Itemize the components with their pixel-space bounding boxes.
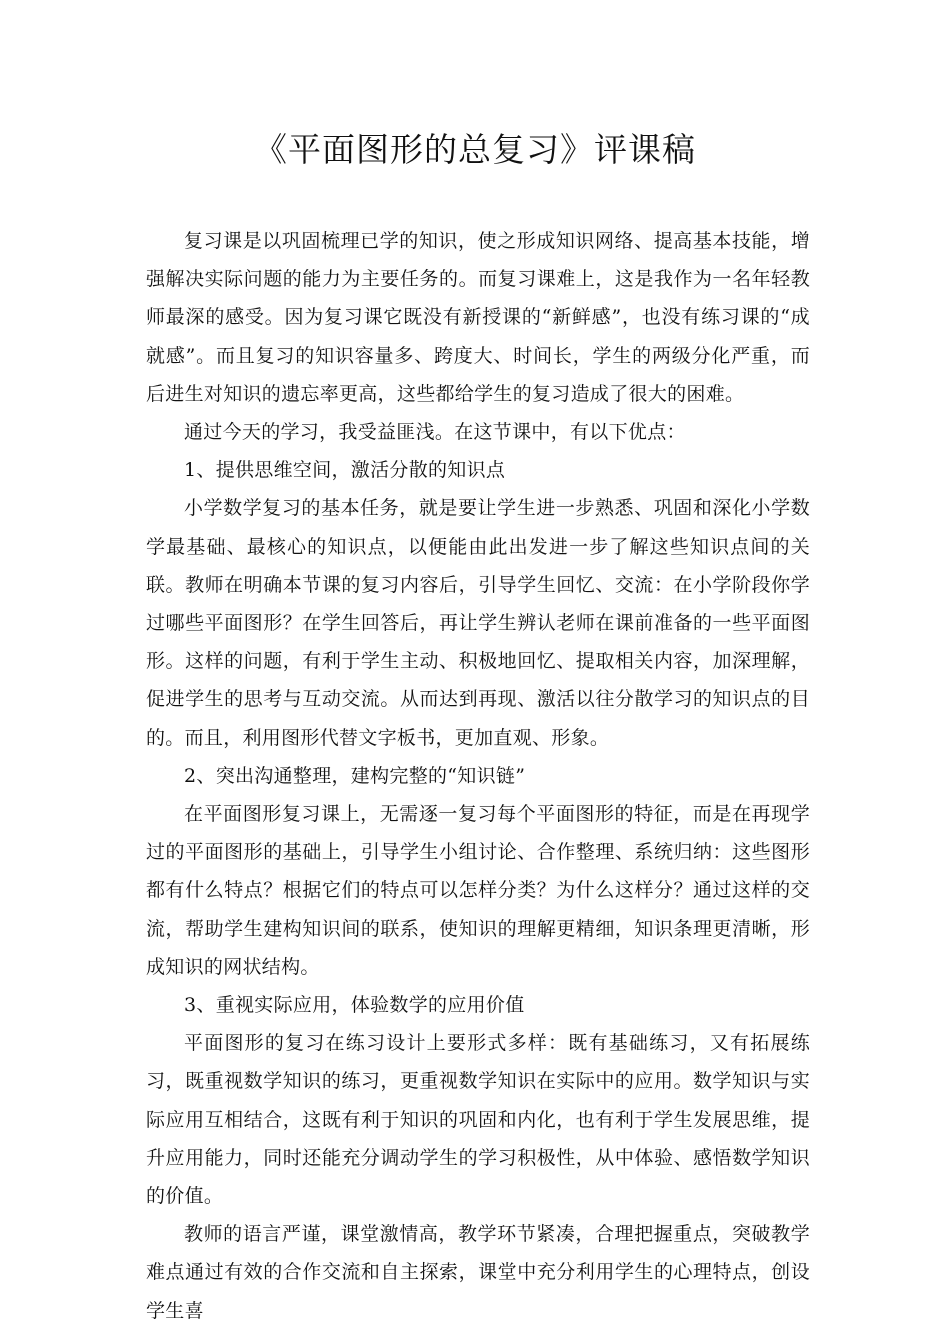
paragraph-section-3: 平面图形的复习在练习设计上要形式多样：既有基础练习，又有拓展练习，既重视数学知识的练习，更重视数学知识在实际中的应用。数学知识与实际应用互相结合，这既有利于知识的巩固和内化，也有利于学生发展思维，提升应用能力，同时还能充分调动学生的学习积极性，从中体验、感悟数学知识的价值。 [146, 1032, 810, 1208]
paragraph-conclusion: 教师的语言严谨，课堂激情高，教学环节紧凑，合理把握重点，突破教学难点通过有效的合作交流和自主探索，课堂中充分利用学生的心理特点，创设学生喜 [146, 1223, 810, 1322]
section-heading-2: 2、突出沟通整理，建构完整的“知识链” [184, 764, 526, 787]
document-body [146, 222, 810, 1330]
section-heading-1: 1、提供思维空间，激活分散的知识点 [184, 459, 506, 482]
section-heading-3: 3、重视实际应用，体验数学的应用价值 [184, 994, 525, 1017]
document-title: 《平面图形的总复习》评课稿 [254, 130, 696, 169]
paragraph-summary: 通过今天的学习，我受益匪浅。在这节课中，有以下优点： [184, 421, 686, 444]
paragraph-section-1: 小学数学复习的基本任务，就是要让学生进一步熟悉、巩固和深化小学数学最基础、最核心的知识点，以便能由此出发进一步了解这些知识点间的关联。教师在明确本节课的复习内容后，引导学生回忆、交流：在小学阶段你学过哪些平面图形？在学生回答后，再让学生辨认老师在课前准备的一些平面图形。这样的问题，有利于学生主动、积极地回忆、提取相关内容，加深理解，促进学生的思考与互动交流。从而达到再现、激活以往分散学习的知识点的目的。而且，利用图形代替文字板书，更加直观、形象。 [146, 497, 810, 749]
paragraph-intro: 复习课是以巩固梳理已学的知识，使之形成知识网络、提高基本技能，增强解决实际问题的能力为主要任务的。而复习课难上，这是我作为一名年轻教师最深的感受。因为复习课它既没有新授课的“新鲜感”，也没有练习课的“成就感”。而且复习的知识容量多、跨度大、时间长，学生的两级分化严重，而后进生对知识的遗忘率更高，这些都给学生的复习造成了很大的困难。 [146, 230, 810, 405]
paragraph-section-2: 在平面图形复习课上，无需逐一复习每个平面图形的特征，而是在再现学过的平面图形的基础上，引导学生小组讨论、合作整理、系统归纳：这些图形都有什么特点？根据它们的特点可以怎样分类？为什么这样分？通过这样的交流，帮助学生建构知识间的联系，使知识的理解更精细，知识条理更清晰，形成知识的网状结构。 [146, 803, 810, 978]
